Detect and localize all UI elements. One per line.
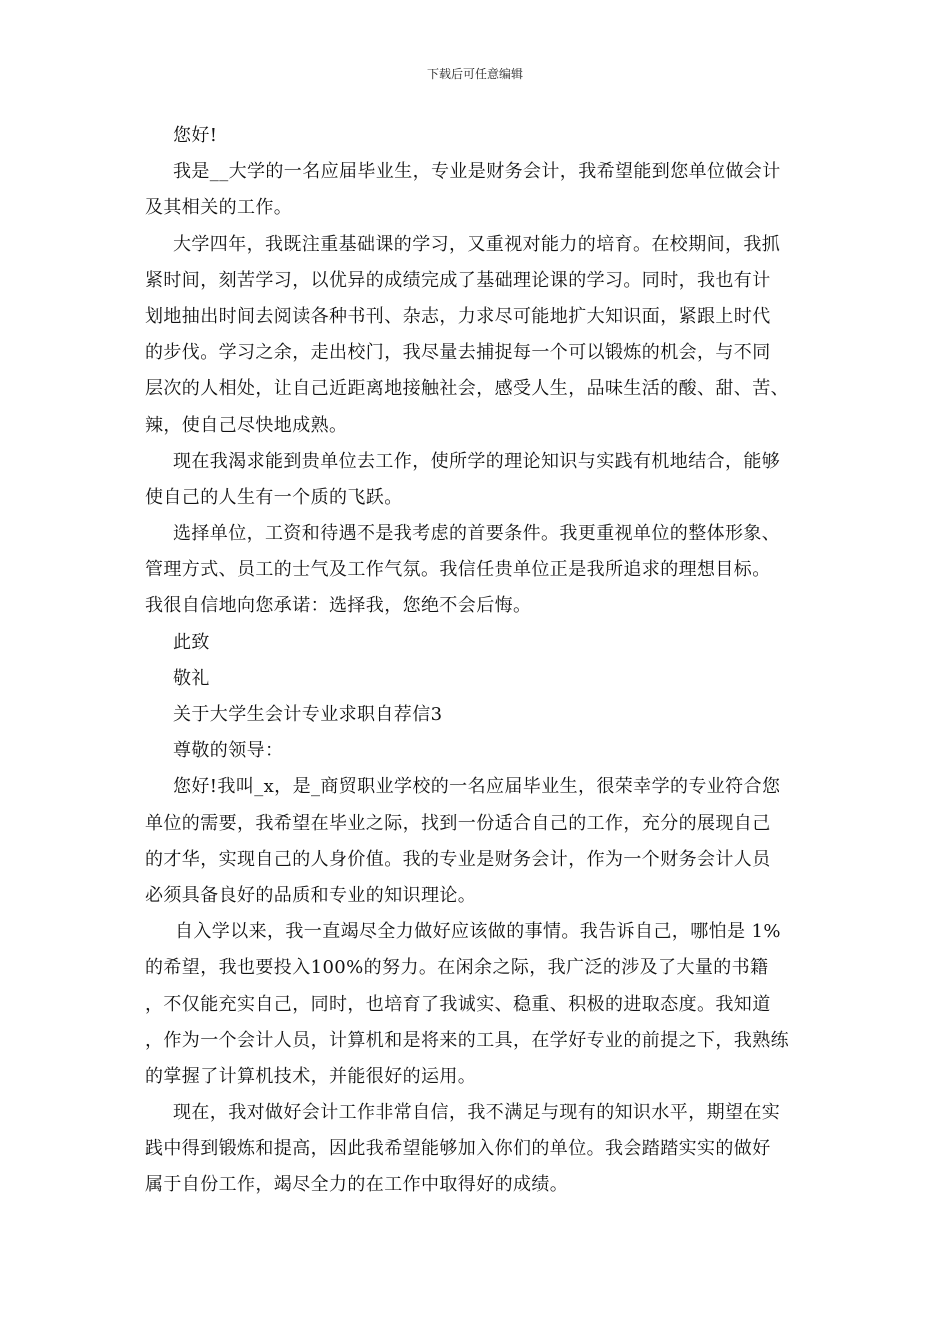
paragraph-line: 使自己的人生有一个质的飞跃。 xyxy=(145,486,403,508)
paragraph-line: 选择单位，工资和待遇不是我考虑的首要条件。我更重视单位的整体形象、 xyxy=(173,523,781,545)
paragraph-line: 划地抽出时间去阅读各种书刊、杂志，力求尽可能地扩大知识面，紧跟上时代 xyxy=(145,305,771,327)
paragraph-line: 我很自信地向您承诺：选择我，您绝不会后悔。 xyxy=(145,595,532,617)
paragraph-line: 践中得到锻炼和提高，因此我希望能够加入你们的单位。我会踏踏实实的做好 xyxy=(145,1138,771,1160)
paragraph-line: 您好!我叫_x，是_商贸职业学校的一名应届毕业生，很荣幸学的专业符合您 xyxy=(173,776,781,798)
salutation-line: 尊敬的领导： xyxy=(173,740,284,762)
closing-line: 敬礼 xyxy=(173,667,210,689)
paragraph-line: 管理方式、员工的士气及工作气氛。我信任贵单位正是我所追求的理想目标。 xyxy=(145,559,771,581)
paragraph-line: ，作为一个会计人员，计算机和是将来的工具，在学好专业的前提之下，我熟练 xyxy=(145,1029,789,1051)
page-header-note: 下载后可任意编辑 xyxy=(426,67,523,81)
paragraph-line: 及其相关的工作。 xyxy=(145,197,293,219)
paragraph-line: 层次的人相处，让自己近距离地接触社会，感受人生，品味生活的酸、甜、苦、 xyxy=(145,378,789,400)
paragraph-line: 现在我渴求能到贵单位去工作，使所学的理论知识与实践有机地结合，能够 xyxy=(173,450,781,472)
paragraph-line: 我是__大学的一名应届毕业生，专业是财务会计，我希望能到您单位做会计 xyxy=(173,161,781,183)
paragraph-line: 紧时间，刻苦学习，以优异的成绩完成了基础理论课的学习。同时，我也有计 xyxy=(145,269,771,291)
paragraph-line: 属于自份工作，竭尽全力的在工作中取得好的成绩。 xyxy=(145,1174,569,1196)
paragraph-line: ，不仅能充实自己，同时，也培育了我诚实、稳重、积极的进取态度。我知道 xyxy=(145,993,771,1015)
paragraph-line: 必须具备良好的品质和专业的知识理论。 xyxy=(145,884,477,906)
paragraph-line: 的希望，我也要投入100%的努力。在闲余之际，我广泛的涉及了大量的书籍 xyxy=(145,957,769,979)
greeting-line: 您好! xyxy=(173,125,218,146)
paragraph-line: 现在，我对做好会计工作非常自信，我不满足与现有的知识水平，期望在实 xyxy=(173,1102,781,1124)
paragraph-line: 辣，使自己尽快地成熟。 xyxy=(145,414,348,436)
paragraph-line: 的掌握了计算机技术，并能很好的运用。 xyxy=(145,1065,477,1087)
paragraph-line: 单位的需要，我希望在毕业之际，找到一份适合自己的工作，充分的展现自己 xyxy=(145,812,771,834)
section-title: 关于大学生会计专业求职自荐信3 xyxy=(173,704,443,725)
closing-line: 此致 xyxy=(173,631,210,653)
paragraph-line: 的才华，实现自己的人身价值。我的专业是财务会计，作为一个财务会计人员 xyxy=(145,848,771,870)
paragraph-line: 大学四年，我既注重基础课的学习，又重视对能力的培育。在校期间，我抓 xyxy=(173,233,781,255)
letter-body xyxy=(145,118,845,1204)
paragraph-line: 自入学以来，我一直竭尽全力做好应该做的事情。我告诉自己，哪怕是 1% xyxy=(175,921,781,943)
paragraph-line: 的步伐。学习之余，走出校门，我尽量去捕捉每一个可以锻炼的机会，与不同 xyxy=(145,342,771,364)
